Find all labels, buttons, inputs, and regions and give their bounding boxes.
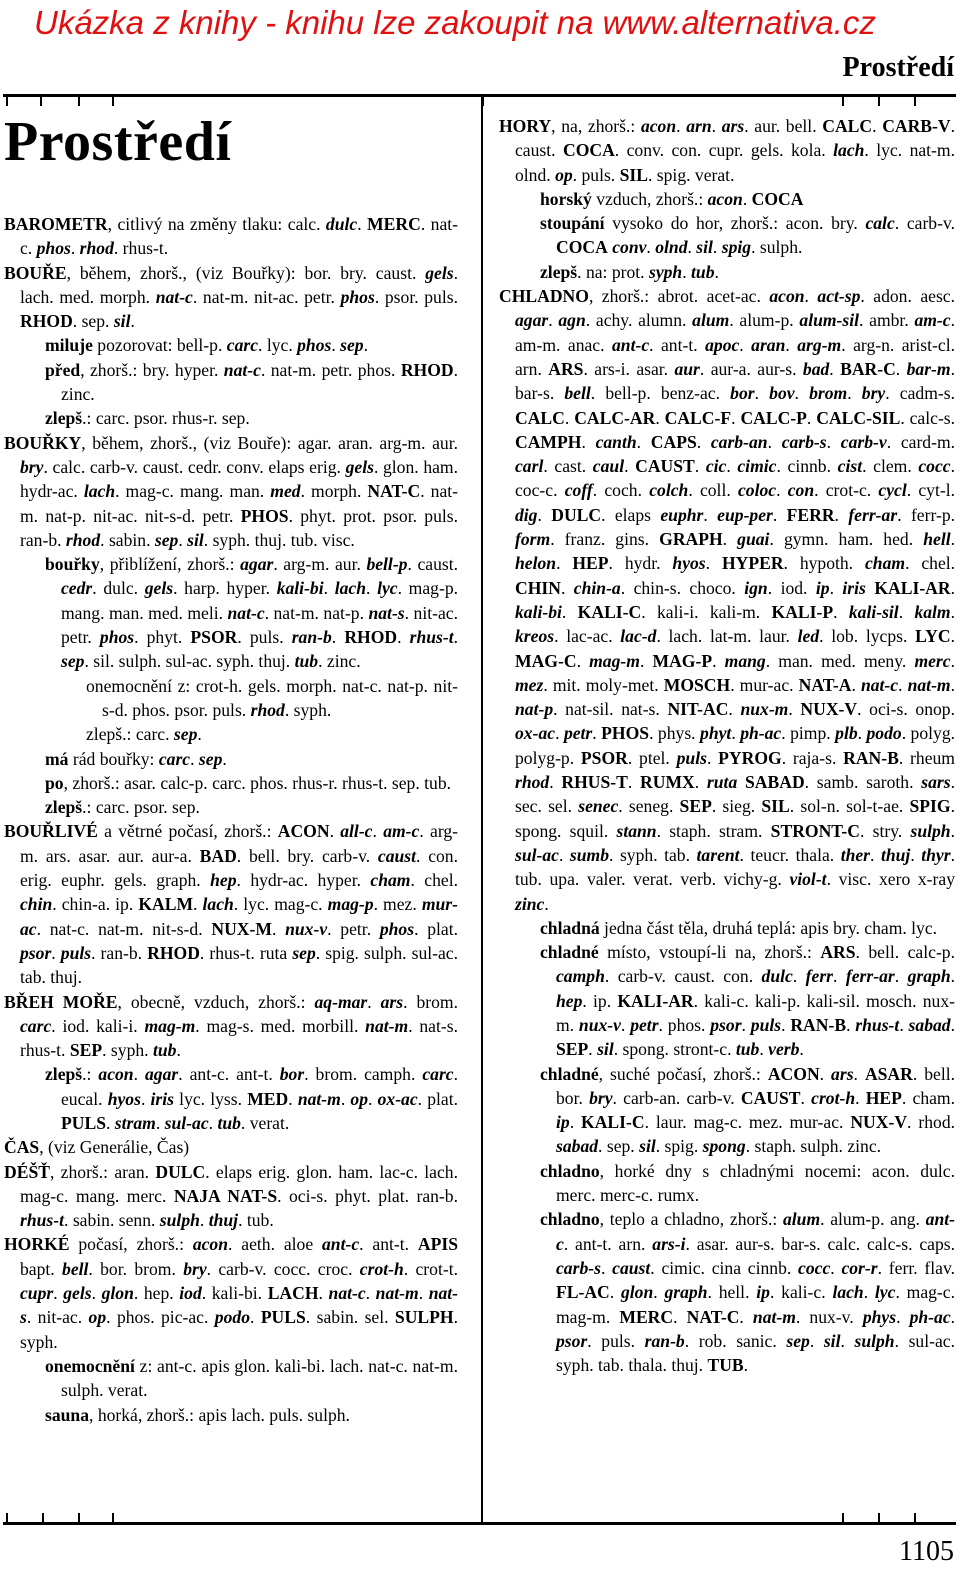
right-column xyxy=(499,114,955,1514)
top-tick xyxy=(78,96,80,106)
section-title: Prostředí xyxy=(4,111,232,173)
top-rule xyxy=(3,94,956,97)
dictionary-entry: chladno, horké dny s chladnými nocemi: acon. dulc. merc. merc-c. rumx. xyxy=(540,1160,955,1206)
page-number: 1105 xyxy=(899,1536,954,1567)
top-tick xyxy=(878,96,880,106)
top-tick xyxy=(112,96,114,106)
dictionary-entry: chladná jedna část těla, druhá teplá: apis bry. cham. lyc. xyxy=(540,917,938,938)
dictionary-entry: onemocnění z: ant-c. apis glon. kali-bi. lach. nat-c. nat-m. sulph. verat. xyxy=(45,1355,458,1401)
top-tick xyxy=(842,96,844,106)
top-tick xyxy=(914,96,916,106)
bottom-tick xyxy=(6,1513,8,1523)
dictionary-entry: onemocnění z: crot-h. gels. morph. nat-c. nat-p. nit-s-d. phos. psor. puls. rhod. syph. xyxy=(86,675,458,720)
dictionary-entry: HORKÉ počasí, zhorš.: acon. aeth. aloe ant-c. ant-t. APIS bapt. bell. bor. brom. bry. carb-v. cocc. croc. crot-h. crot-t. cupr. gels. glon. hep. iod. kali-bi. LACH. nat-c. nat-m. nat-s. nit-ac. op. phos. pic-ac. podo. PULS. sabin. sel. SULPH. syph. xyxy=(4,1234,459,1352)
dictionary-entry: chladné, suché počasí, zhorš.: ACON. ars. ASAR. bell. bor. bry. carb-an. carb-v. CAUST. crot-h. HEP. cham. ip. KALI-C. laur. mag-c. mez. mur-ac. NUX-V. rhod. sabad. sep. sil. spig. spong. staph. sulph. zinc. xyxy=(540,1063,956,1157)
dictionary-entry: zlepš.: carc. psor. sep. xyxy=(45,797,200,818)
dictionary-entry: stoupání vysoko do hor, zhorš.: acon. bry. calc. carb-v. COCA conv. olnd. sil. spig. sulph. xyxy=(540,213,956,258)
top-tick xyxy=(40,96,42,106)
dictionary-entry: zlepš. na: prot. syph. tub. xyxy=(540,261,719,282)
dictionary-entry: ČAS, (viz Generálie, Čas) xyxy=(4,1137,190,1158)
bottom-tick xyxy=(878,1513,880,1523)
dictionary-entry: sauna, horká, zhorš.: apis lach. puls. sulph. xyxy=(45,1404,350,1425)
left-column xyxy=(4,212,458,1512)
promo-banner[interactable]: Ukázka z knihy - knihu lze zakoupit na www.alternativa.cz xyxy=(34,4,876,41)
bottom-rule xyxy=(3,1522,956,1525)
dictionary-entry: zlepš.: acon. agar. ant-c. ant-t. bor. brom. camph. carc. eucal. hyos. iris lyc. lyss. MED. nat-m. op. ox-ac. plat. PULS. stram. sul-ac. tub. verat. xyxy=(45,1064,459,1133)
dictionary-entry: zlepš.: carc. psor. rhus-r. sep. xyxy=(45,408,250,429)
bottom-tick xyxy=(842,1513,844,1523)
column-divider xyxy=(481,96,483,1524)
dictionary-entry: chladné místo, vstoupí-li na, zhorš.: ARS. bell. calc-p. camph. carb-v. caust. con. dulc. ferr. ferr-ar. graph. hep. ip. KALI-AR. kali-c. kali-p. kali-sil. mosch. nux-m. nux-v. petr. phos. psor. puls. RAN-B. rhus-t. sabad. SEP. sil. spong. stront-c. tub. verb. xyxy=(540,942,956,1060)
dictionary-entry: BAROMETR, citlivý na změny tlaku: calc. dulc. MERC. nat-c. phos. rhod. rhus-t. xyxy=(4,214,459,259)
dictionary-entry: BOUŘKY, během, zhorš., (viz Bouře): agar. aran. arg-m. aur. bry. calc. carb-v. caust. cedr. conv. elaps erig. gels. glon. ham. hydr-ac. lach. mag-c. mang. man. med. morph. NAT-C. nat-m. nat-p. nit-ac. nit-s-d. petr. PHOS. phyt. prot. psor. puls. ran-b. rhod. sabin. sep. sil. syph. thuj. tub. visc. xyxy=(4,432,459,550)
dictionary-entry: miluje pozorovat: bell-p. carc. lyc. phos. sep. xyxy=(45,335,369,356)
dictionary-entry: BOUŘLIVÉ a větrné počasí, zhorš.: ACON. all-c. am-c. arg-m. ars. asar. aur. aur-a. BAD. bell. bry. carb-v. caust. con. erig. euphr. gels. graph. hep. hydr-ac. hyper. cham. chel. chin. chin-a. ip. KALM. lach. lyc. mag-c. mag-p. mez. mur-ac. nat-c. nat-m. nit-s-d. NUX-M. nux-v. petr. phos. plat. psor. puls. ran-b. RHOD. rhus-t. ruta sep. spig. sulph. sul-ac. tab. thuj. xyxy=(4,821,459,988)
dictionary-entry: bouřky, přiblížení, zhorš.: agar. arg-m. aur. bell-p. caust. cedr. dulc. gels. harp. hyper. kali-bi. lach. lyc. mag-p. mang. man. med. meli. nat-c. nat-m. nat-p. nat-s. nit-ac. petr. phos. phyt. PSOR. puls. ran-b. RHOD. rhus-t. sep. sil. sulph. sul-ac. syph. thuj. tub. zinc. xyxy=(45,554,459,672)
bottom-tick xyxy=(112,1513,114,1523)
dictionary-entry: po, zhorš.: asar. calc-p. carc. phos. rhus-r. rhus-t. sep. tub. xyxy=(45,772,452,793)
dictionary-entry: zlepš.: carc. sep. xyxy=(86,724,202,745)
dictionary-entry: BOUŘE, během, zhorš., (viz Bouřky): bor. bry. caust. gels. lach. med. morph. nat-c. nat-m. nit-ac. petr. phos. psor. puls. RHOD. sep. sil. xyxy=(4,262,458,332)
dictionary-entry: před, zhorš.: bry. hyper. nat-c. nat-m. petr. phos. RHOD. zinc. xyxy=(45,359,458,405)
dictionary-entry: BŘEH MOŘE, obecně, vzduch, zhorš.: aq-mar. ars. brom. carc. iod. kali-i. mag-m. mag-s. med. morbill. nat-m. nat-s. rhus-t. SEP. syph. tub. xyxy=(4,991,458,1061)
top-tick xyxy=(6,96,8,106)
bottom-tick xyxy=(42,1513,44,1523)
dictionary-entry: chladno, teplo a chladno, zhorš.: alum. alum-p. ang. ant-c. ant-t. arn. ars-i. asar. aur-s. bar-s. calc. calc-s. caps. carb-s. caust. cimic. cina cinnb. cocc. cor-r. ferr. flav. FL-AC. glon. graph. hell. ip. kali-c. lach. lyc. mag-c. mag-m. MERC. NAT-C. nat-m. nux-v. phys. ph-ac. psor. puls. ran-b. rob. sanic. sep. sil. sulph. sul-ac. syph. tab. thala. thuj. TUB. xyxy=(540,1209,956,1376)
bottom-tick xyxy=(78,1513,80,1523)
running-head: Prostředí xyxy=(842,52,954,83)
dictionary-entry: DÉŠŤ, zhorš.: aran. DULC. elaps erig. glon. ham. lac-c. lach. mag-c. mang. merc. NAJA NAT-S. oci-s. phyt. plat. ran-b. rhus-t. sabin. senn. sulph. thuj. tub. xyxy=(4,1161,458,1231)
dictionary-entry: horský vzduch, zhorš.: acon. COCA xyxy=(540,188,804,209)
bottom-tick xyxy=(914,1513,916,1523)
dictionary-entry: má rád bouřky: carc. sep. xyxy=(45,748,227,769)
dictionary-entry: CHLADNO, zhorš.: abrot. acet-ac. acon. act-sp. adon. aesc. agar. agn. achy. alumn. alum. alum-p. alum-sil. ambr. am-c. am-m. anac. ant-c. ant-t. apoc. aran. arg-m. arg-n. arist-cl. arn. ARS. ars-i. asar. aur. aur-a. aur-s. bad. BAR-C. bar-m. bar-s. bell. bell-p. benz-ac. bor. bov. brom. bry. cadm-s. CALC. CALC-AR. CALC-F. CALC-P. CALC-SIL. calc-s. CAMPH. canth. CAPS. carb-an. carb-s. carb-v. card-m. carl. cast. caul. CAUST. cic. cimic. cinnb. cist. clem. cocc. coc-c. coff. coch. colch. coll. coloc. con. crot-c. cycl. cyt-l. dig. DULC. elaps euphr. eup-per. FERR. ferr-ar. ferr-p. form. franz. gins. GRAPH. guai. gymn. ham. hed. hell. helon. HEP. hydr. hyos. HYPER. hypoth. cham. chel. CHIN. chin-a. chin-s. choco. ign. iod. ip. iris KALI-AR. kali-bi. KALI-C. kali-i. kali-m. KALI-P. kali-sil. kalm. kreos. lac-ac. lac-d. lach. lat-m. laur. led. lob. lycps. LYC. MAG-C. mag-m. MAG-P. mang. man. med. meny. merc. mez. mit. moly-met. MOSCH. mur-ac. NAT-A. nat-c. nat-m. nat-p. nat-sil. nat-s. NIT-AC. nux-m. NUX-V. oci-s. onop. ox-ac. petr. PHOS. phys. phyt. ph-ac. pimp. plb. podo. polyg. polyg-p. PSOR. ptel. puls. PYROG. raja-s. RAN-B. rheum rhod. RHUS-T. RUMX. ruta SABAD. samb. saroth. sars. sec. sel. senec. seneg. SEP. sieg. SIL. sol-n. sol-t-ae. SPIG. spong. squil. stann. staph. stram. STRONT-C. stry. sulph. sul-ac. sumb. syph. tab. tarent. teucr. thala. ther. thuj. thyr. tub. upa. valer. verat. verb. vichy-g. viol-t. visc. xero x-ray zinc. xyxy=(499,286,956,914)
dictionary-entry: HORY, na, zhorš.: acon. arn. ars. aur. bell. CALC. CARB-V. caust. COCA. conv. con. cupr. gels. kola. lach. lyc. nat-m. olnd. op. puls. SIL. spig. verat. xyxy=(499,116,956,185)
